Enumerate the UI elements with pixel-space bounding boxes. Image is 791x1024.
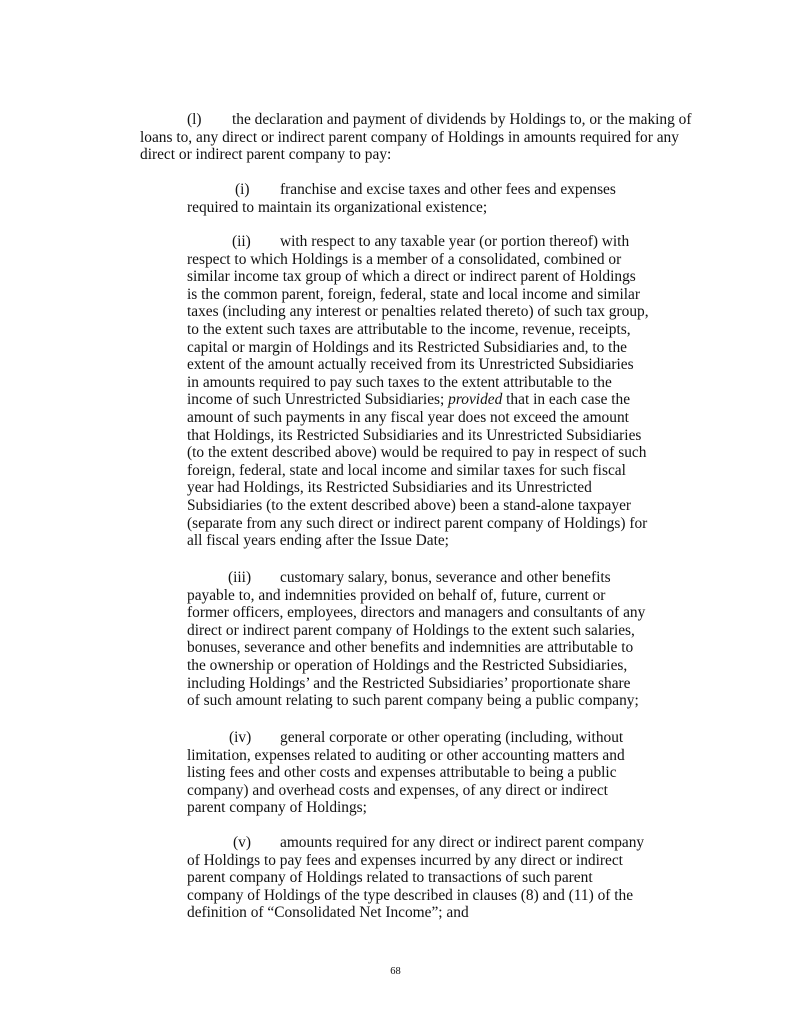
clause-ii-line-6: to the extent such taxes are attributable to the income, revenue, receipts, bbox=[187, 320, 631, 338]
clause-ii-line-2: respect to which Holdings is a member of a consolidated, combined or bbox=[187, 250, 622, 268]
clause-i-label: (i) bbox=[235, 181, 250, 198]
clause-iv-label: (iv) bbox=[229, 729, 252, 746]
page-number: 68 bbox=[390, 966, 401, 977]
clause-ii-line-14: foreign, federal, state and local income and similar taxes for such fiscal bbox=[187, 461, 626, 479]
clause-iii-line-1: customary salary, bonus, severance and other benefits bbox=[280, 569, 611, 586]
clause-ii-line-8: extent of the amount actually received from its Unrestricted Subsidiaries bbox=[187, 356, 634, 374]
clause-iv-line-4: company) and overhead costs and expenses, of any direct or indirect bbox=[187, 781, 608, 799]
clause-ii-first-line bbox=[187, 233, 687, 251]
clause-v-line-4: company of Holdings of the type described in clauses (8) and (11) of the bbox=[187, 886, 634, 904]
clause-ii-line-10 bbox=[187, 391, 687, 409]
clause-v-line-5: definition of “Consolidated Net Income”; and bbox=[187, 904, 469, 922]
clause-v-line-2: of Holdings to pay fees and expenses incurred by any direct or indirect bbox=[187, 851, 623, 869]
clause-iv-line-1: general corporate or other operating (including, without bbox=[280, 729, 624, 746]
clause-ii-line-3: similar income tax group of which a direct or indirect parent of Holdings bbox=[187, 268, 636, 286]
clause-l-line-2: loans to, any direct or indirect parent company of Holdings in amounts required for any bbox=[140, 128, 679, 146]
clause-iii-line-5: bonuses, severance and other benefits and indemnities are attributable to bbox=[187, 639, 634, 657]
clause-i-paragraph bbox=[187, 181, 687, 216]
clause-ii-line-10-end: that in each case the bbox=[502, 391, 631, 409]
clause-v-first-line bbox=[187, 834, 687, 852]
clause-iv-paragraph bbox=[187, 729, 687, 817]
clause-iv-line-2: limitation, expenses related to auditing or other accounting matters and bbox=[187, 746, 625, 764]
clause-l-paragraph bbox=[140, 111, 710, 164]
clause-ii-paragraph bbox=[187, 233, 687, 550]
clause-ii-line-18: all fiscal years ending after the Issue Date; bbox=[187, 532, 449, 550]
clause-ii-line-17: (separate from any such direct or indirect parent company of Holdings) for bbox=[187, 514, 648, 532]
clause-ii-line-15: year had Holdings, its Restricted Subsidiaries and its Unrestricted bbox=[187, 479, 592, 497]
clause-iv-first-line bbox=[187, 729, 687, 747]
clause-v-line-3: parent company of Holdings related to transactions of such parent bbox=[187, 869, 593, 887]
clause-l-line-3: direct or indirect parent company to pay: bbox=[140, 146, 392, 164]
clause-iii-line-3: former officers, employees, directors and managers and consultants of any bbox=[187, 604, 646, 622]
clause-ii-line-16: Subsidiaries (to the extent described above) been a stand-alone taxpayer bbox=[187, 496, 632, 514]
clause-ii-label: (ii) bbox=[232, 233, 251, 250]
clause-iii-first-line bbox=[187, 569, 687, 587]
clause-i-first-line bbox=[187, 181, 687, 199]
clause-v-label: (v) bbox=[233, 834, 251, 851]
clause-ii-line-7: capital or margin of Holdings and its Restricted Subsidiaries and, to the bbox=[187, 338, 627, 356]
clause-iii-label: (iii) bbox=[228, 569, 252, 586]
clause-iii-paragraph bbox=[187, 569, 687, 710]
clause-ii-line-12: that Holdings, its Restricted Subsidiaries and its Unrestricted Subsidiaries bbox=[187, 426, 642, 444]
clause-iii-line-2: payable to, and indemnities provided on behalf of, future, current or bbox=[187, 586, 606, 604]
clause-iii-line-6: the ownership or operation of Holdings and the Restricted Subsidiaries, bbox=[187, 656, 628, 674]
clause-ii-line-1: with respect to any taxable year (or portion thereof) with bbox=[280, 233, 630, 250]
clause-l-first-line bbox=[140, 111, 710, 129]
clause-v-paragraph bbox=[187, 834, 687, 922]
clause-ii-line-4: is the common parent, foreign, federal, state and local income and similar bbox=[187, 285, 641, 303]
clause-ii-line-11: amount of such payments in any fiscal year does not exceed the amount bbox=[187, 408, 629, 426]
clause-ii-line-5: taxes (including any interest or penalties related thereto) of such tax group, bbox=[187, 303, 649, 321]
clause-iii-line-8: of such amount relating to such parent company being a public company; bbox=[187, 692, 639, 710]
clause-iv-line-3: listing fees and other costs and expenses attributable to being a public bbox=[187, 764, 617, 782]
clause-ii-line-13: (to the extent described above) would be required to pay in respect of such bbox=[187, 444, 647, 462]
provided-italic-term: provided bbox=[448, 391, 503, 409]
clause-l-label: (l) bbox=[187, 111, 202, 128]
clause-i-line-1: franchise and excise taxes and other fees and expenses bbox=[280, 181, 616, 198]
clause-iii-line-7: including Holdings’ and the Restricted Subsidiaries’ proportionate share bbox=[187, 674, 631, 692]
clause-iii-line-4: direct or indirect parent company of Holdings to the extent such salaries, bbox=[187, 621, 635, 639]
clause-v-line-1: amounts required for any direct or indirect parent company bbox=[280, 834, 645, 851]
clause-i-line-2: required to maintain its organizational existence; bbox=[187, 198, 488, 216]
clause-iv-line-5: parent company of Holdings; bbox=[187, 799, 367, 817]
clause-ii-line-9: in amounts required to pay such taxes to the extent attributable to the bbox=[187, 373, 612, 391]
clause-ii-line-10-start: income of such Unrestricted Subsidiaries; bbox=[187, 391, 449, 409]
clause-l-line-1: the declaration and payment of dividends by Holdings to, or the making of bbox=[232, 111, 692, 128]
